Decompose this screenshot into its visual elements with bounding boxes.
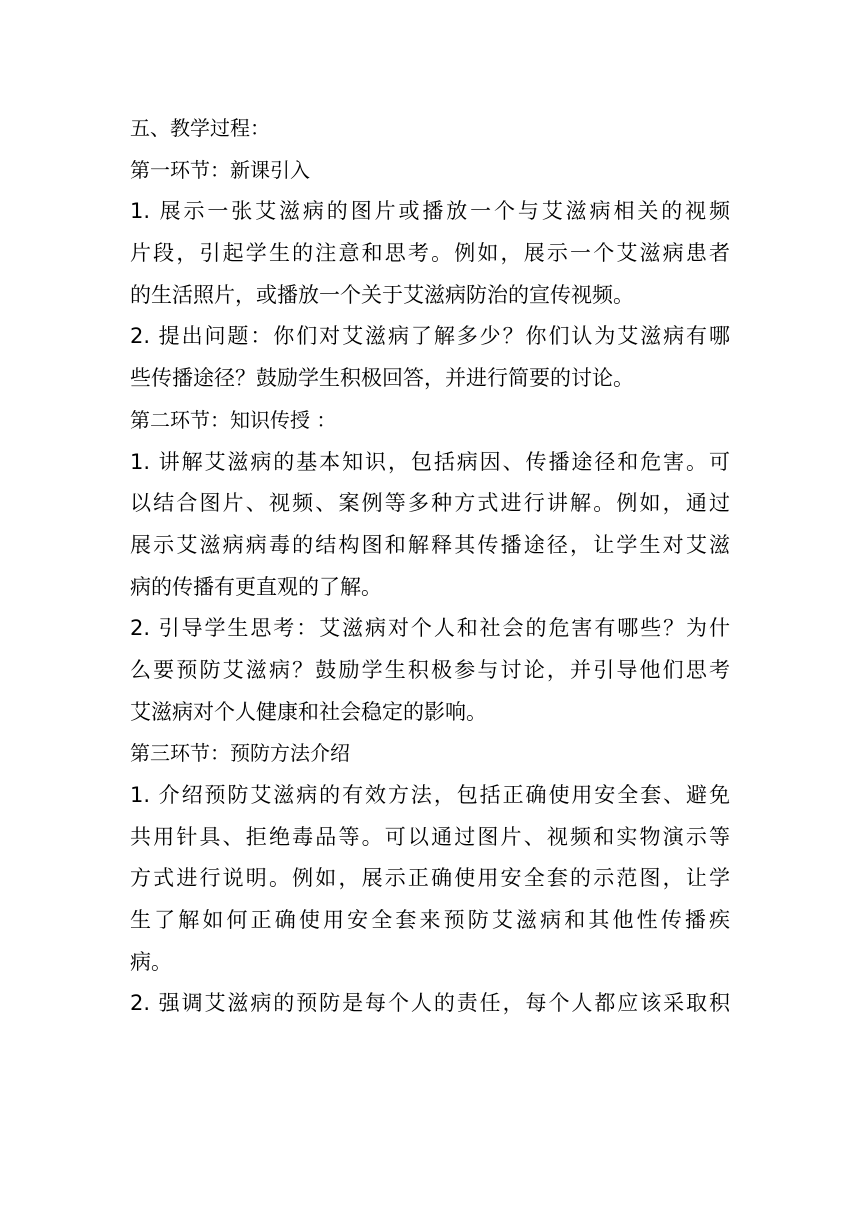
- paragraph-line: 些传播途径？鼓励学生积极回答，并进行简要的讨论。: [130, 366, 634, 391]
- paragraph-line: 以结合图片、视频、案例等多种方式进行讲解。例如，通过: [130, 491, 730, 516]
- section-heading: 第二环节：知识传授 ：: [130, 407, 337, 432]
- paragraph-line: 1. 讲解艾滋病的基本知识，包括病因、传播途径和危害。可: [130, 449, 730, 474]
- paragraph-line: 片段，引起学生的注意和思考。例如，展示一个艾滋病患者: [130, 241, 730, 266]
- paragraph-line: 方式进行说明。例如，展示正确使用安全套的示范图，让学: [130, 866, 730, 891]
- section-heading: 五、教学过程：: [130, 116, 270, 140]
- document-page: [130, 108, 730, 1025]
- paragraph-line: 1. 介绍预防艾滋病的有效方法，包括正确使用安全套、避免: [130, 783, 730, 807]
- paragraph-line: 艾滋病对个人健康和社会稳定的影响。: [130, 699, 487, 724]
- paragraph-line: 病。: [130, 949, 172, 974]
- paragraph-line: 1. 展示一张艾滋病的图片或播放一个与艾滋病相关的视频: [130, 199, 730, 224]
- paragraph-line: 么要预防艾滋病？鼓励学生积极参与讨论，并引导他们思考: [130, 657, 730, 682]
- paragraph-line: 生了解如何正确使用安全套来预防艾滋病和其他性传播疾: [130, 908, 730, 933]
- section-heading: 第三环节：预防方法介绍: [130, 741, 350, 766]
- paragraph-line: 共用针具、拒绝毒品等。可以通过图片、视频和实物演示等: [130, 824, 730, 849]
- paragraph-line: 2. 提出问题：你们对艾滋病了解多少？你们认为艾滋病有哪: [130, 324, 730, 349]
- paragraph-line: 展示艾滋病病毒的结构图和解释其传播途径，让学生对艾滋: [130, 532, 730, 557]
- paragraph-line: 病的传播有更直观的了解。: [130, 574, 382, 599]
- section-heading: 第一环节：新课引入: [130, 157, 310, 182]
- paragraph-line: 2. 引导学生思考：艾滋病对个人和社会的危害有哪些？为什: [130, 616, 730, 641]
- paragraph-line: 2. 强调艾滋病的预防是每个人的责任，每个人都应该采取积: [130, 991, 730, 1016]
- paragraph-line: 的生活照片，或播放一个关于艾滋病防治的宣传视频。: [130, 282, 634, 307]
